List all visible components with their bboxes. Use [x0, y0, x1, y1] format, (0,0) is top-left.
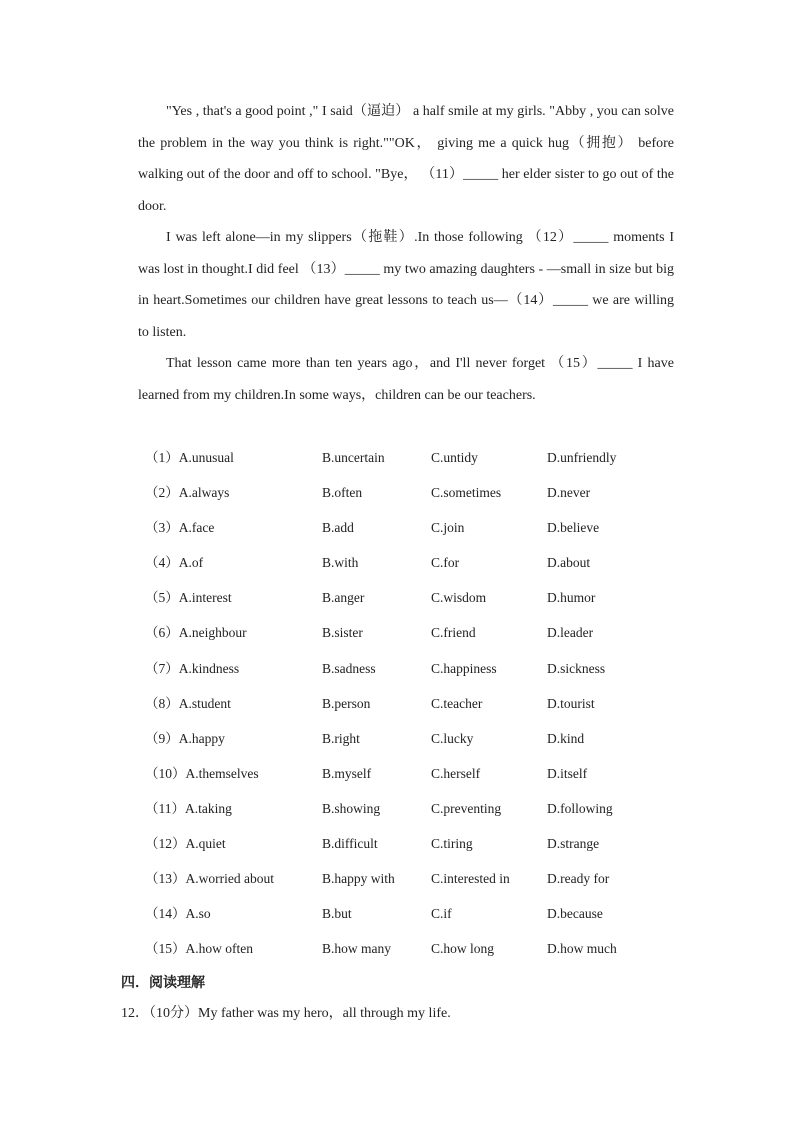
option-d: D.leader — [547, 625, 594, 641]
option-a: （11）A.taking — [145, 800, 232, 816]
option-b: B.sister — [322, 625, 363, 641]
option-row — [145, 580, 705, 615]
option-c: C.if — [431, 906, 452, 922]
option-b: B.showing — [322, 800, 381, 816]
option-c: C.sometimes — [431, 485, 502, 501]
option-b: B.often — [322, 485, 363, 501]
option-c: C.untidy — [431, 450, 478, 465]
option-d: D.itself — [547, 765, 588, 781]
option-row — [145, 931, 705, 966]
option-row — [145, 896, 705, 931]
option-d: D.unfriendly — [547, 450, 617, 465]
option-a: （3）A.face — [145, 520, 215, 536]
option-row — [145, 545, 705, 580]
option-a: （2）A.always — [145, 485, 230, 501]
option-row — [145, 510, 705, 545]
option-d: D.never — [547, 485, 591, 501]
option-row — [145, 791, 705, 826]
option-c: C.tiring — [431, 836, 473, 852]
option-a: （15）A.how often — [145, 941, 253, 957]
option-b: B.happy with — [322, 871, 395, 887]
option-a: （1）A.unusual — [145, 450, 234, 465]
question-12: 12．（10分）My father was my hero，all through my life. — [121, 1006, 451, 1021]
option-c: C.friend — [431, 625, 476, 641]
option-b: B.add — [322, 520, 354, 536]
option-d: D.how much — [547, 941, 617, 957]
option-c: C.wisdom — [431, 590, 487, 606]
option-d: D.tourist — [547, 695, 595, 711]
option-c: C.herself — [431, 765, 481, 781]
option-d: D.believe — [547, 520, 600, 536]
option-c: C.how long — [431, 941, 495, 957]
option-c: C.happiness — [431, 660, 497, 676]
section-heading: 四．阅读理解 — [121, 975, 205, 991]
option-b: B.with — [322, 555, 359, 571]
option-b: B.anger — [322, 590, 365, 606]
option-a: （14）A.so — [145, 906, 211, 922]
option-b: B.right — [322, 730, 360, 746]
option-c: C.interested in — [431, 871, 510, 887]
option-row — [145, 756, 705, 791]
option-a: （6）A.neighbour — [145, 625, 247, 641]
option-row — [145, 826, 705, 861]
option-c: C.for — [431, 555, 460, 571]
option-b: B.person — [322, 695, 371, 711]
option-a: （4）A.of — [145, 555, 204, 571]
option-d: D.kind — [547, 730, 585, 746]
option-a: （12）A.quiet — [145, 836, 226, 852]
option-d: D.sickness — [547, 660, 606, 676]
option-b: B.how many — [322, 941, 391, 957]
passage-paragraph-1: "Yes , that's a good point ," I said（逼迫） a half smile at my girls. "Abby , you can solve the problem in the way you think is right.""OK， giving me a quick hug（拥抱） before walking out of the door and off to school. "Bye， （11）_____ her elder sister to go out of the door. — [138, 104, 674, 214]
option-a: （13）A.worried about — [145, 871, 274, 887]
option-row — [145, 615, 705, 650]
option-row — [145, 721, 705, 756]
option-b: B.but — [322, 906, 352, 922]
option-row — [145, 651, 705, 686]
option-d: D.strange — [547, 836, 600, 852]
option-a: （7）A.kindness — [145, 660, 240, 676]
option-row — [145, 686, 705, 721]
option-d: D.about — [547, 555, 591, 571]
option-d: D.following — [547, 800, 613, 816]
option-a: （8）A.student — [145, 695, 231, 711]
option-c: C.preventing — [431, 800, 502, 816]
option-c: C.join — [431, 520, 465, 536]
option-a: （10）A.themselves — [145, 765, 259, 781]
answer-options — [145, 440, 705, 966]
option-c: C.lucky — [431, 730, 474, 746]
option-a: （9）A.happy — [145, 730, 225, 746]
cloze-passage — [138, 96, 674, 411]
option-d: D.because — [547, 906, 603, 922]
option-b: B.difficult — [322, 836, 378, 852]
option-row — [145, 475, 705, 510]
option-row — [145, 861, 705, 896]
option-d: D.ready for — [547, 871, 610, 887]
option-a: （5）A.interest — [145, 590, 232, 606]
option-c: C.teacher — [431, 695, 483, 711]
option-row — [145, 440, 705, 475]
option-b: B.myself — [322, 765, 372, 781]
option-d: D.humor — [547, 590, 596, 606]
option-b: B.sadness — [322, 660, 376, 676]
option-b: B.uncertain — [322, 450, 385, 465]
passage-paragraph-3: That lesson came more than ten years ago，and I'll never forget （15）_____ I have learned from my children.In some ways，children can be our teachers. — [138, 356, 674, 403]
passage-paragraph-2: I was left alone—in my slippers（拖鞋）.In those following （12）_____ moments I was lost in thought.I did feel （13）_____ my two amazing daughters - —small in size but big in heart.Sometimes our children have great lessons to teach us—（14）_____ we are willing to listen. — [138, 230, 674, 340]
